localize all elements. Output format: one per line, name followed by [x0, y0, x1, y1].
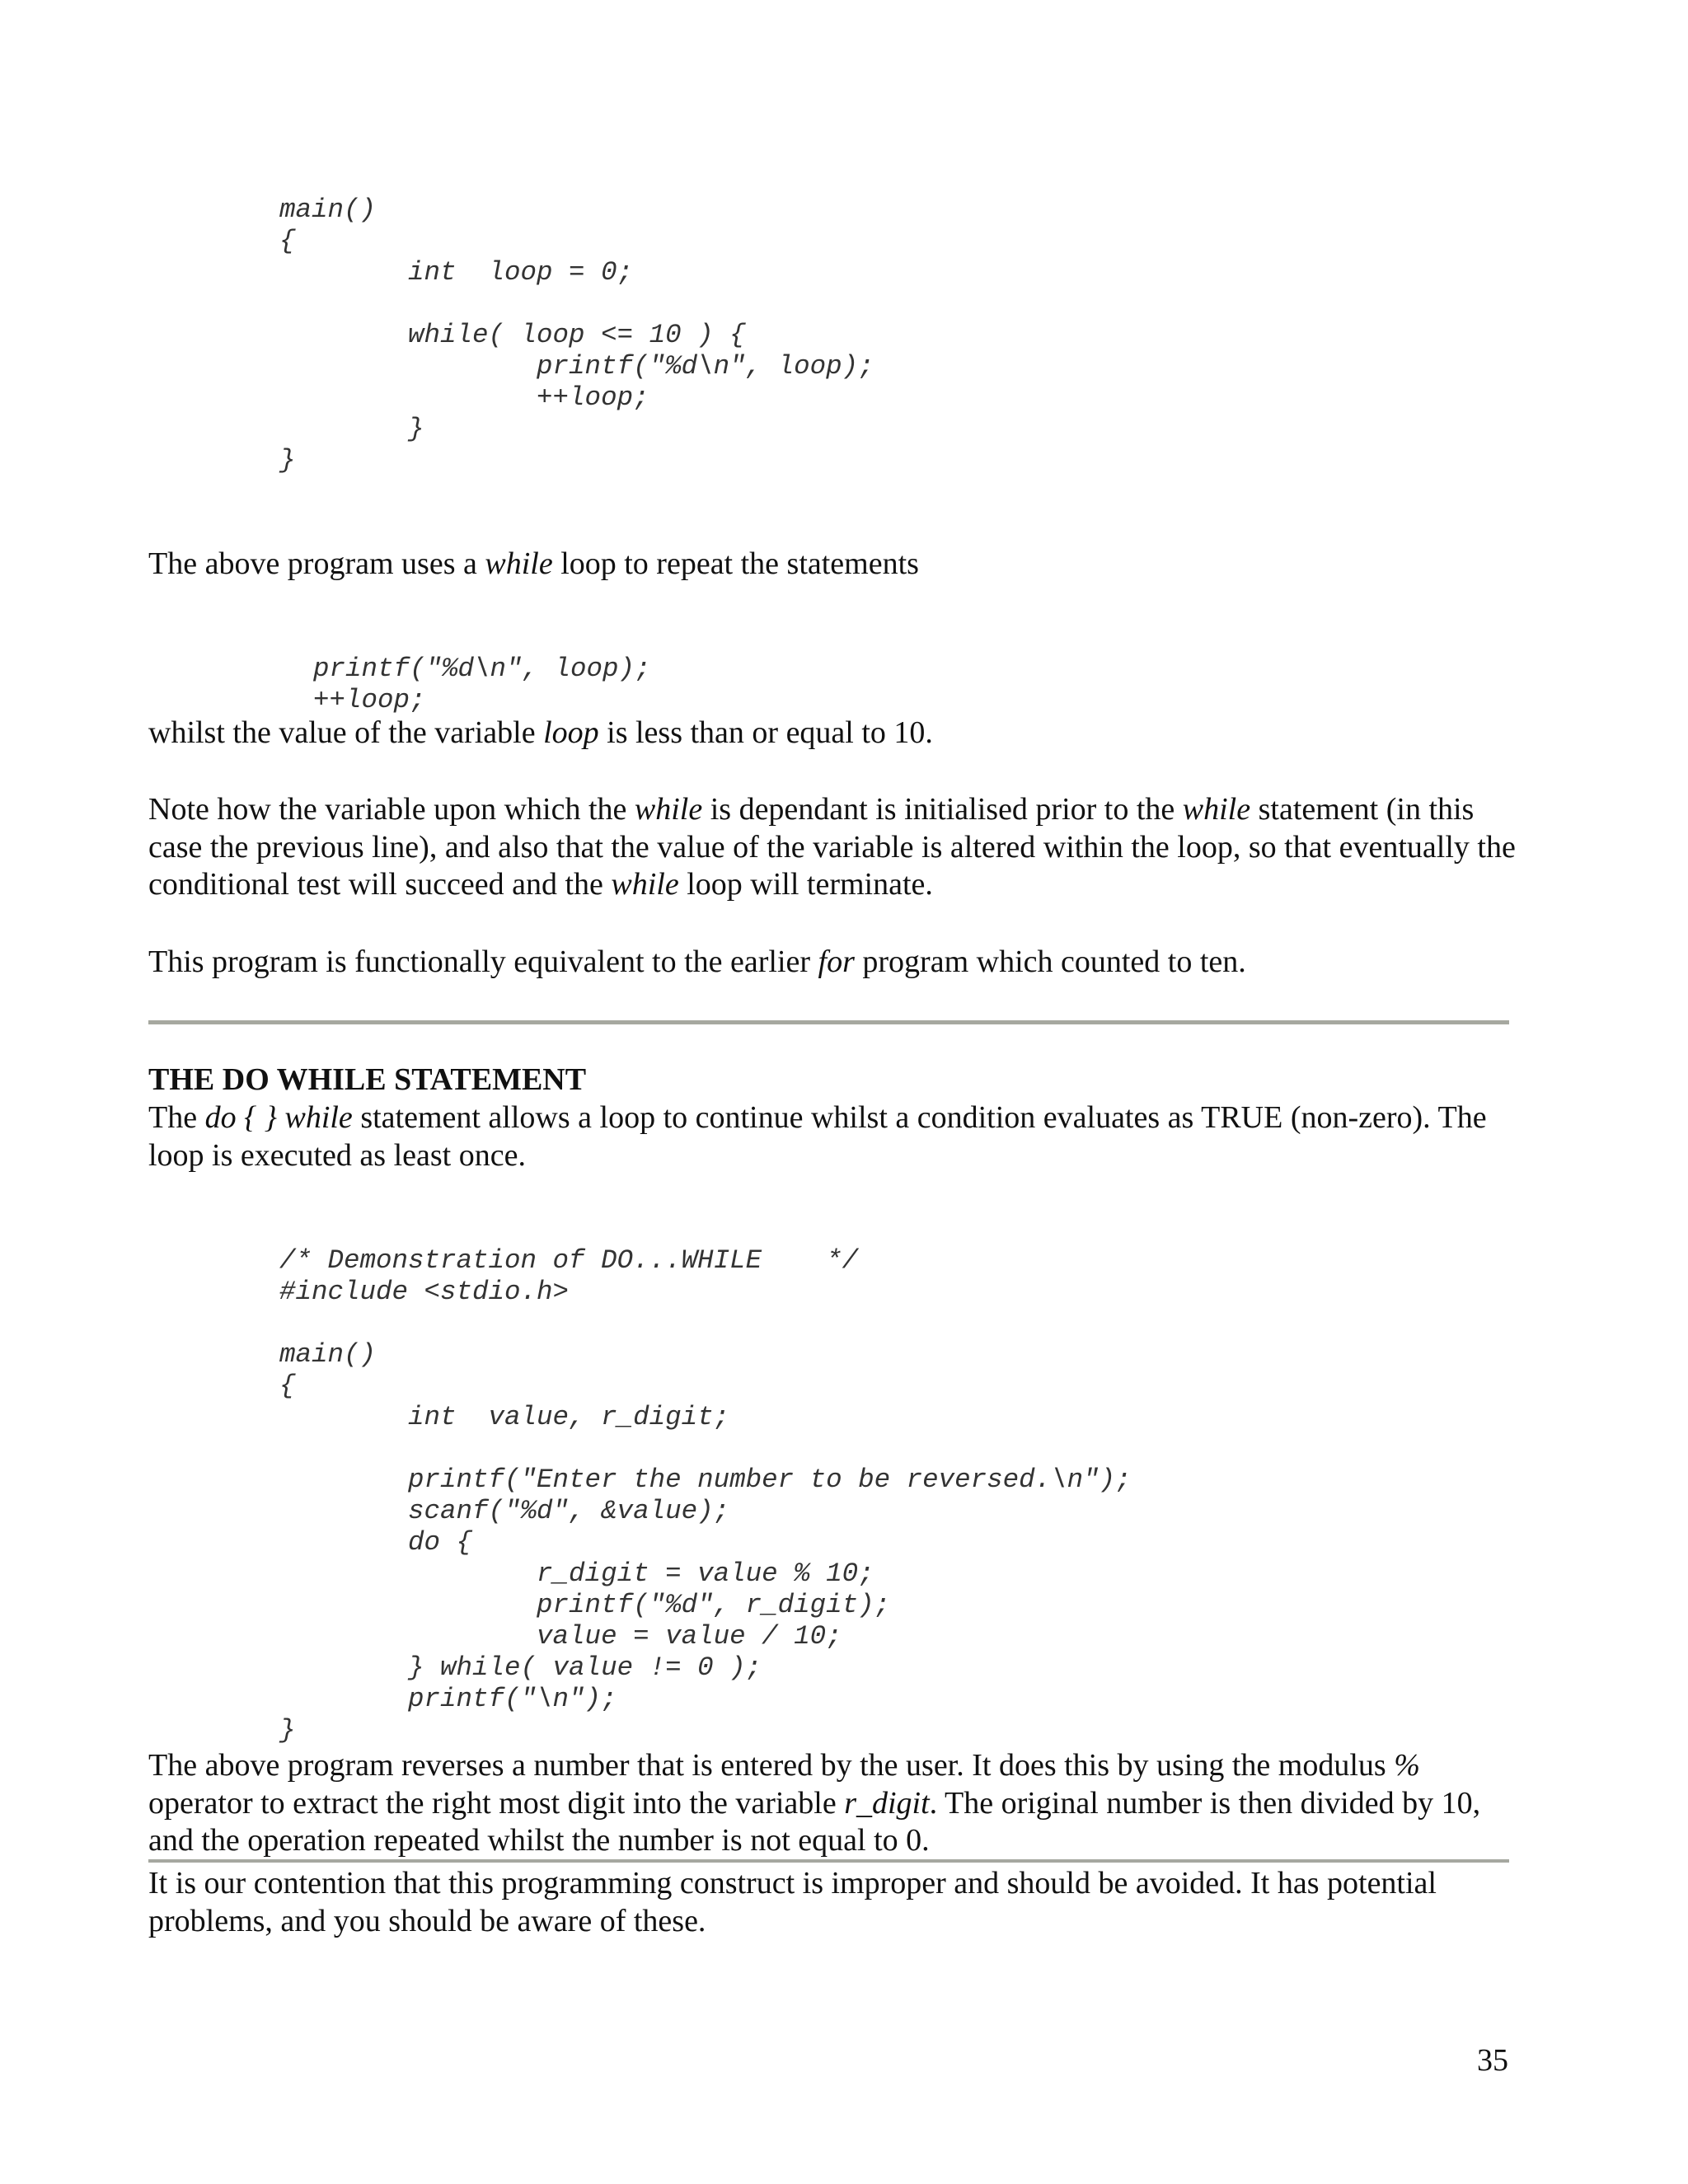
text-span: Note how the variable upon which the [148, 792, 635, 827]
text-span: It is our contention that this programming construct is improper and should be avoided. It has potential problems, and you should be aware of these. [148, 1866, 1437, 1938]
code-block-do-while-example [279, 1245, 1132, 1746]
emphasis-keyword: % [1394, 1748, 1420, 1783]
code-line: r_digit = value % 10; [279, 1558, 874, 1589]
code-block-while-example [279, 194, 874, 476]
paragraph-loop-condition [148, 715, 1517, 752]
text-span: is dependant is initialised prior to the [702, 792, 1183, 827]
code-line: int value, r_digit; [279, 1402, 730, 1432]
code-line: { [279, 226, 296, 256]
code-line: } [279, 445, 296, 476]
emphasis-keyword: do { } while [204, 1100, 353, 1135]
text-span: program which counted to ten. [854, 944, 1246, 979]
paragraph-equivalence [148, 944, 1517, 982]
code-line: main() [279, 194, 377, 225]
text-span: This program is functionally equivalent to the earlier [148, 944, 818, 979]
text-span: The above program uses a [148, 546, 485, 581]
text-span: statement (in this case the previous line), and also that the value of the variable is altered within the loop, so that eventually the conditional test will succeed and the [148, 792, 1516, 902]
emphasis-keyword: while [485, 546, 553, 581]
code-line: /* Demonstration of DO...WHILE */ [279, 1245, 859, 1276]
code-line: value = value / 10; [279, 1621, 842, 1652]
code-line: ++loop; [313, 685, 426, 715]
text-span: statement allows a loop to continue whilst a condition evaluates as TRUE (non-zero). The loop is executed as least once. [148, 1100, 1487, 1173]
code-line: main() [279, 1339, 377, 1370]
emphasis-keyword: while [611, 867, 679, 902]
code-line: printf("\n"); [279, 1684, 617, 1714]
paragraph-do-while-intro [148, 1099, 1517, 1174]
text-span: loop to repeat the statements [552, 546, 919, 581]
code-line: do { [279, 1527, 473, 1558]
paragraph-variable-note [148, 791, 1517, 904]
code-block-loop-statements [313, 654, 651, 716]
code-line: int loop = 0; [279, 257, 634, 288]
text-span: loop will terminate. [678, 867, 933, 902]
code-line: printf("Enter the number to be reversed.\n"); [279, 1465, 1132, 1495]
code-line [279, 288, 874, 320]
section-heading: THE DO WHILE STATEMENT [148, 1062, 587, 1097]
code-line: } [279, 1715, 296, 1746]
emphasis-keyword: while [634, 792, 703, 827]
code-line: #include <stdio.h> [279, 1277, 570, 1307]
section-divider [148, 1020, 1509, 1024]
text-span: The above program reverses a number that is entered by the user. It does this by using the modulus [148, 1748, 1395, 1783]
paragraph-contention [148, 1865, 1517, 1940]
text-span: is less than or equal to 10. [598, 715, 933, 750]
code-line: printf("%d\n", loop); [313, 654, 651, 684]
code-line: ++loop; [279, 382, 649, 413]
code-line: { [279, 1371, 296, 1401]
emphasis-keyword: r_digit [844, 1785, 930, 1821]
emphasis-keyword: while [1182, 792, 1251, 827]
section-divider [148, 1859, 1509, 1863]
paragraph-while-intro [148, 546, 1517, 583]
text-span: operator to extract the right most digit into the variable [148, 1785, 845, 1821]
page-number: 35 [1477, 2043, 1508, 2078]
text-span: whilst the value of the variable [148, 715, 544, 750]
code-line: } [279, 414, 424, 444]
code-line [279, 1433, 1132, 1465]
code-line: printf("%d\n", loop); [279, 351, 874, 382]
emphasis-keyword: loop [543, 715, 599, 750]
emphasis-keyword: for [818, 944, 855, 979]
code-line: while( loop <= 10 ) { [279, 320, 746, 350]
text-span: The [148, 1100, 205, 1135]
text-span: . The original number is then divided by 10, and the operation repeated whilst the number is not equal to 0. [148, 1785, 1481, 1858]
paragraph-program-explanation [148, 1747, 1517, 1860]
code-line: printf("%d", r_digit); [279, 1590, 891, 1620]
code-line: } while( value != 0 ); [279, 1652, 762, 1683]
code-line: scanf("%d", &value); [279, 1496, 730, 1526]
code-line [279, 1308, 1132, 1339]
